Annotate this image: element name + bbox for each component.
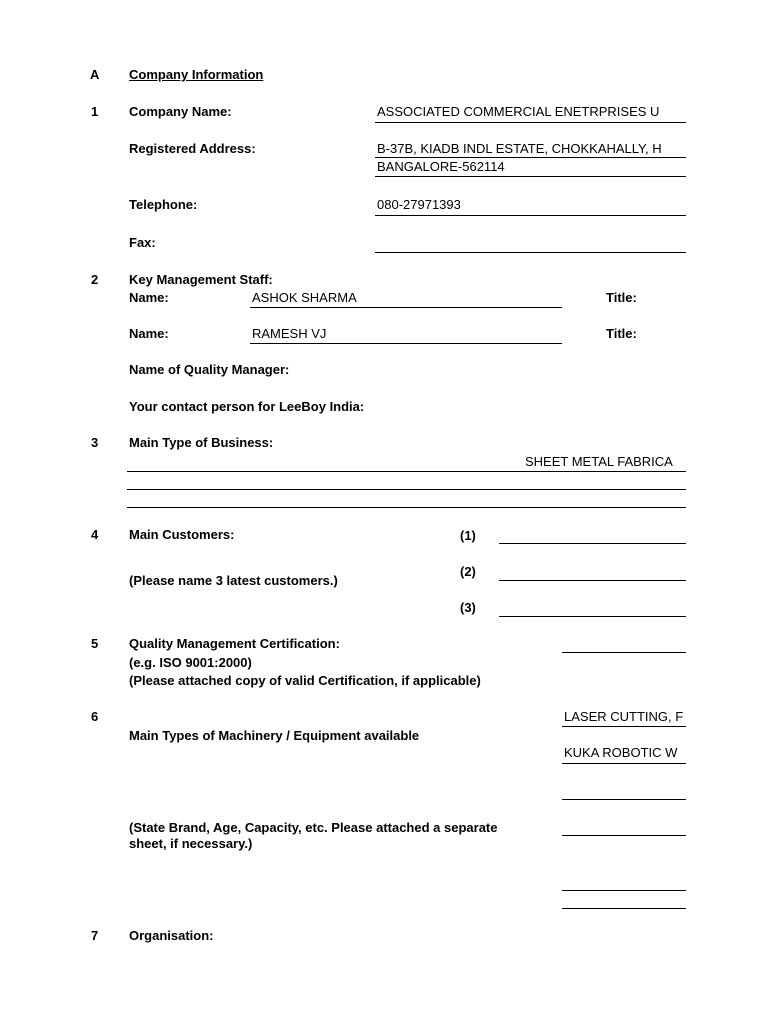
address-line-2-rule [375, 176, 686, 177]
certification-note: (Please attached copy of valid Certification, if applicable) [129, 673, 481, 688]
key-staff-label: Key Management Staff: [129, 272, 273, 287]
machinery-line-4 [562, 835, 686, 836]
fax-line [375, 252, 686, 253]
telephone-label: Telephone: [129, 197, 198, 212]
section-letter: A [90, 67, 100, 82]
customer-2-line [499, 580, 686, 581]
machinery-value-2: KUKA ROBOTIC W [564, 745, 678, 760]
staff-2-name: RAMESH VJ [252, 326, 327, 341]
machinery-value-1: LASER CUTTING, F [564, 709, 684, 724]
customer-2-marker: (2) [460, 564, 476, 579]
machinery-line-1 [562, 726, 686, 727]
customer-1-line [499, 543, 686, 544]
machinery-line-6 [562, 908, 686, 909]
telephone-line [375, 215, 686, 216]
certification-line [562, 652, 686, 653]
staff-2-name-line [250, 343, 562, 344]
company-name-label: Company Name: [129, 104, 232, 119]
staff-1-name-line [250, 307, 562, 308]
item-number-1: 1 [91, 104, 99, 119]
customer-1-marker: (1) [460, 528, 476, 543]
registered-address-label: Registered Address: [129, 141, 256, 156]
certification-label: Quality Management Certification: [129, 636, 340, 651]
machinery-line-5 [562, 890, 686, 891]
item-number-7: 7 [91, 928, 99, 943]
staff-2-title-label: Title: [606, 326, 637, 341]
quality-manager-label: Name of Quality Manager: [129, 362, 290, 377]
machinery-note-1: (State Brand, Age, Capacity, etc. Please attached a separate [129, 820, 498, 835]
business-label: Main Type of Business: [129, 435, 274, 450]
item-number-3: 3 [91, 435, 99, 450]
item-number-2: 2 [91, 272, 99, 287]
staff-1-name: ASHOK SHARMA [252, 290, 357, 305]
machinery-line-3 [562, 799, 686, 800]
customer-3-marker: (3) [460, 600, 476, 615]
address-line-1-rule [375, 157, 686, 158]
telephone-value: 080-27971393 [377, 197, 461, 212]
fax-label: Fax: [129, 235, 156, 250]
machinery-note-2: sheet, if necessary.) [129, 836, 253, 851]
staff-1-name-label: Name: [129, 290, 169, 305]
item-number-6: 6 [91, 709, 99, 724]
address-line-2: BANGALORE-562114 [377, 159, 505, 174]
section-title: Company Information [129, 67, 264, 82]
business-value: SHEET METAL FABRICA [525, 454, 673, 469]
item-number-4: 4 [91, 527, 99, 542]
customer-3-line [499, 616, 686, 617]
company-name-value: ASSOCIATED COMMERCIAL ENETRPRISES U [377, 104, 660, 119]
business-line-3 [127, 507, 686, 508]
machinery-label: Main Types of Machinery / Equipment available [129, 728, 420, 743]
business-line-2 [127, 489, 686, 490]
organisation-label: Organisation: [129, 928, 214, 943]
staff-2-name-label: Name: [129, 326, 169, 341]
contact-person-label: Your contact person for LeeBoy India: [129, 399, 365, 414]
business-line-1 [127, 471, 686, 472]
company-name-line [375, 122, 686, 123]
customers-label: Main Customers: [129, 527, 235, 542]
staff-1-title-label: Title: [606, 290, 637, 305]
certification-example: (e.g. ISO 9001:2000) [129, 655, 252, 670]
item-number-5: 5 [91, 636, 99, 651]
address-line-1: B-37B, KIADB INDL ESTATE, CHOKKAHALLY, H [377, 141, 662, 156]
machinery-line-2 [562, 763, 686, 764]
customers-note: (Please name 3 latest customers.) [129, 573, 338, 588]
